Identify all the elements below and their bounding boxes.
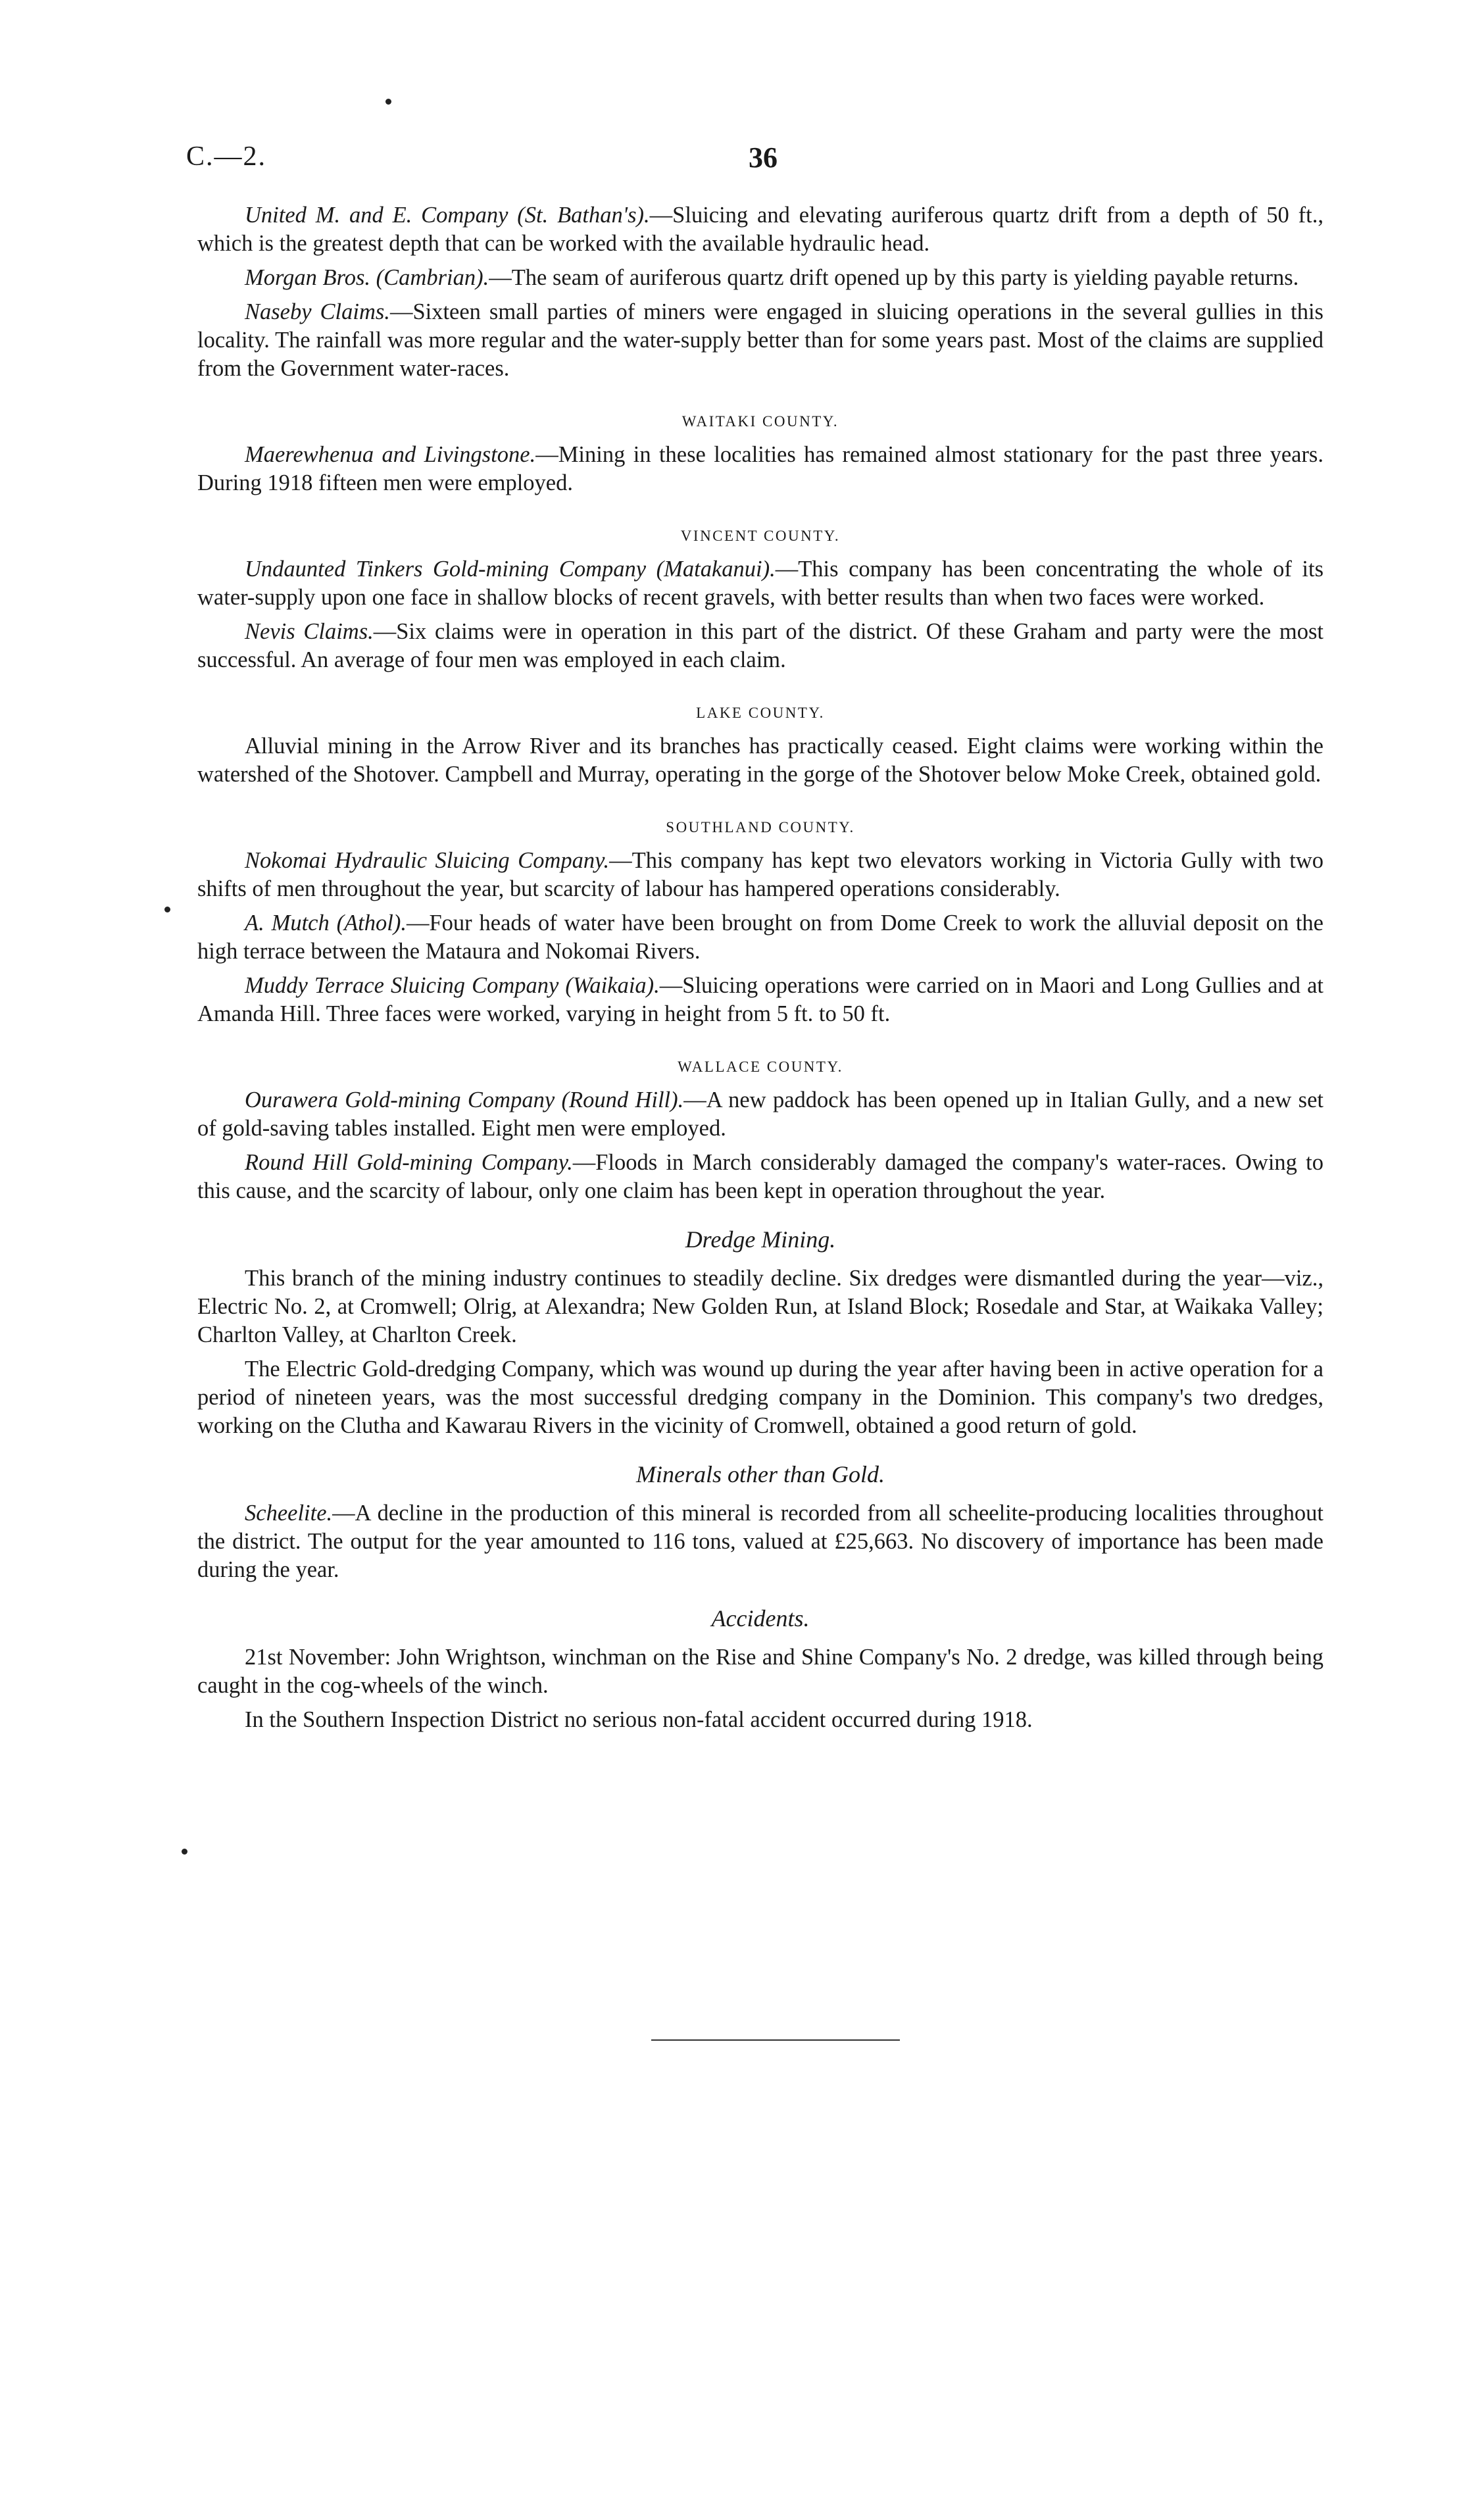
county-heading-southland: SOUTHLAND COUNTY. xyxy=(666,819,855,835)
paragraph-accident-report: 21st November: John Wrightson, winchman on the Rise and Shine Company's No. 2 dredge, was killed through being caught in the cog-wheels of the winch. xyxy=(197,1645,1323,1698)
paragraph-maerewhenua xyxy=(197,441,1323,497)
entry-text: —The seam of auriferous quartz drift opened up by this party is yielding payable returns. xyxy=(489,265,1299,290)
entry-text: —A new paddock has been opened up in Italian Gully, and a new set of gold-saving tables installed. Eight men were employed. xyxy=(197,1087,1323,1141)
closing-rule xyxy=(651,2039,900,2041)
entry-text: —Sluicing operations were carried on in Maori and Long Gullies and at Amanda Hill. Three faces were worked, varying in height from 5 ft. to 50 ft. xyxy=(197,973,1323,1026)
entry-title: Undaunted Tinkers Gold-mining Company (Matakanui). xyxy=(245,557,776,582)
entry-title: A. Mutch (Athol). xyxy=(245,910,407,935)
entry-title: Ourawera Gold-mining Company (Round Hill). xyxy=(245,1087,684,1112)
entry-title: Maerewhenua and Livingstone. xyxy=(245,442,536,467)
entry-title: Nevis Claims. xyxy=(245,619,374,644)
paragraph-morgan xyxy=(197,264,1323,292)
section-heading-dredge-mining: Dredge Mining. xyxy=(685,1226,836,1253)
paragraph-electric-dredging: The Electric Gold-dredging Company, which was wound up during the year after having been in active operation for a period of nineteen years, was the most successful dredging company in the Dominion. This company's two dredges, working on the Clutha and Kawarau Rivers in the vicinity of Cromwell, obtained a good return of gold. xyxy=(197,1357,1323,1438)
paragraph-nevis xyxy=(197,618,1323,674)
entry-text: —A decline in the production of this mineral is recorded from all scheelite-producing localities throughout the district. The output for the year amounted to 116 tons, valued at £25,663. No discovery of importance has been made during the year. xyxy=(197,1501,1323,1582)
entry-text: —Floods in March considerably damaged the company's water-races. Owing to this cause, and the scarcity of labour, only one claim has been kept in operation throughout the year. xyxy=(197,1150,1324,1203)
ink-speck xyxy=(385,99,391,105)
page-header xyxy=(186,141,1324,180)
entry-text: —Four heads of water have been brought on from Dome Creek to work the alluvial deposit on the high terrace between the Mataura and Nokomai Rivers. xyxy=(197,910,1323,964)
paragraph-undaunted xyxy=(197,555,1323,612)
ink-speck xyxy=(182,1849,187,1855)
paragraph-naseby xyxy=(197,298,1323,383)
entry-title: Morgan Bros. (Cambrian). xyxy=(245,265,489,290)
paragraph-muddy-terrace xyxy=(197,972,1323,1028)
paragraph-scheelite xyxy=(197,1499,1323,1584)
entry-text: —Six claims were in operation in this part of the district. Of these Graham and party were the most successful. An average of four men was employed in each claim. xyxy=(197,619,1323,672)
entry-title: Scheelite. xyxy=(245,1501,333,1526)
ink-speck xyxy=(164,907,170,912)
paragraph-mutch xyxy=(197,909,1323,966)
entry-title: United M. and E. Company (St. Bathan's). xyxy=(245,203,650,228)
county-heading-wallace: WALLACE COUNTY. xyxy=(678,1059,843,1075)
entry-text: —Sixteen small parties of miners were engaged in sluicing operations in the several gullies in this locality. The rainfall was more regular and the water-supply better than for some years past. Most of the claims are supplied from the Government water-races. xyxy=(197,299,1323,381)
entry-text: —This company has kept two elevators working in Victoria Gully with two shifts of men throughout the year, but scarcity of labour has hampered operations considerably. xyxy=(197,848,1323,901)
entry-text: —This company has been concentrating the whole of its water-supply upon one face in shallow blocks of recent gravels, with better results than when two faces were worked. xyxy=(197,557,1324,610)
paragraph-nokomai xyxy=(197,847,1323,903)
document-reference: C.—2. xyxy=(186,141,267,172)
page-body xyxy=(197,201,1323,1740)
entry-title: Muddy Terrace Sluicing Company (Waikaia). xyxy=(245,973,660,998)
page-number: 36 xyxy=(749,141,778,174)
paragraph-ourawera xyxy=(197,1086,1323,1143)
paragraph-lake: Alluvial mining in the Arrow River and its branches has practically ceased. Eight claims were working within the watershed of the Shotover. Campbell and Murray, operating in the gorge of the Shotover below Moke Creek, obtained gold. xyxy=(197,734,1323,787)
county-heading-waitaki: WAITAKI COUNTY. xyxy=(681,413,839,430)
county-heading-lake: LAKE COUNTY. xyxy=(696,705,825,721)
entry-text: —Mining in these localities has remained almost stationary for the past three years. During 1918 fifteen men were employed. xyxy=(197,442,1323,495)
county-heading-vincent: VINCENT COUNTY. xyxy=(680,528,841,544)
paragraph-accident-summary: In the Southern Inspection District no serious non-fatal accident occurred during 1918. xyxy=(245,1707,1033,1732)
paragraph-united xyxy=(197,201,1323,258)
entry-title: Round Hill Gold-mining Company. xyxy=(245,1150,573,1175)
entry-text: —Sluicing and elevating auriferous quartz drift from a depth of 50 ft., which is the greatest depth that can be worked with the available hydraulic head. xyxy=(197,203,1323,256)
paragraph-round-hill xyxy=(197,1149,1323,1205)
section-heading-accidents: Accidents. xyxy=(711,1605,810,1632)
entry-title: Naseby Claims. xyxy=(245,299,390,324)
section-heading-minerals: Minerals other than Gold. xyxy=(636,1461,885,1487)
entry-title: Nokomai Hydraulic Sluicing Company. xyxy=(245,848,610,873)
paragraph-dredge-decline: This branch of the mining industry continues to steadily decline. Six dredges were dismantled during the year—viz., Electric No. 2, at Cromwell; Olrig, at Alexandra; New Golden Run, at Island Block; Rosedale and Star, at Waikaka Valley; Charlton Valley, at Charlton Creek. xyxy=(197,1266,1323,1347)
